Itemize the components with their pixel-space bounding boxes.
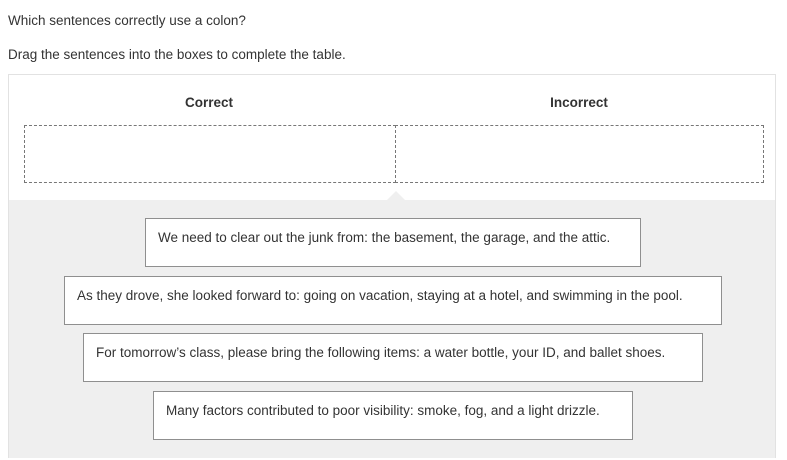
column-header-correct: Correct <box>184 95 233 110</box>
sentence-bank <box>9 200 775 458</box>
sentence-card[interactable]: For tomorrow’s class, please bring the following items: a water bottle, your ID, and ballet shoes. <box>83 333 703 382</box>
drop-zone-correct[interactable] <box>24 125 396 183</box>
question-text: Which sentences correctly use a colon? <box>8 13 246 28</box>
sorting-table <box>8 74 776 458</box>
sentence-card[interactable]: Many factors contributed to poor visibility: smoke, fog, and a light drizzle. <box>153 391 633 440</box>
sentence-card[interactable]: We need to clear out the junk from: the basement, the garage, and the attic. <box>145 218 641 267</box>
drop-zone-incorrect[interactable] <box>395 125 764 183</box>
sentence-card[interactable]: As they drove, she looked forward to: going on vacation, staying at a hotel, and swimming in the pool. <box>64 276 722 325</box>
column-header-incorrect: Incorrect <box>550 95 608 110</box>
instruction-text: Drag the sentences into the boxes to complete the table. <box>8 47 346 62</box>
